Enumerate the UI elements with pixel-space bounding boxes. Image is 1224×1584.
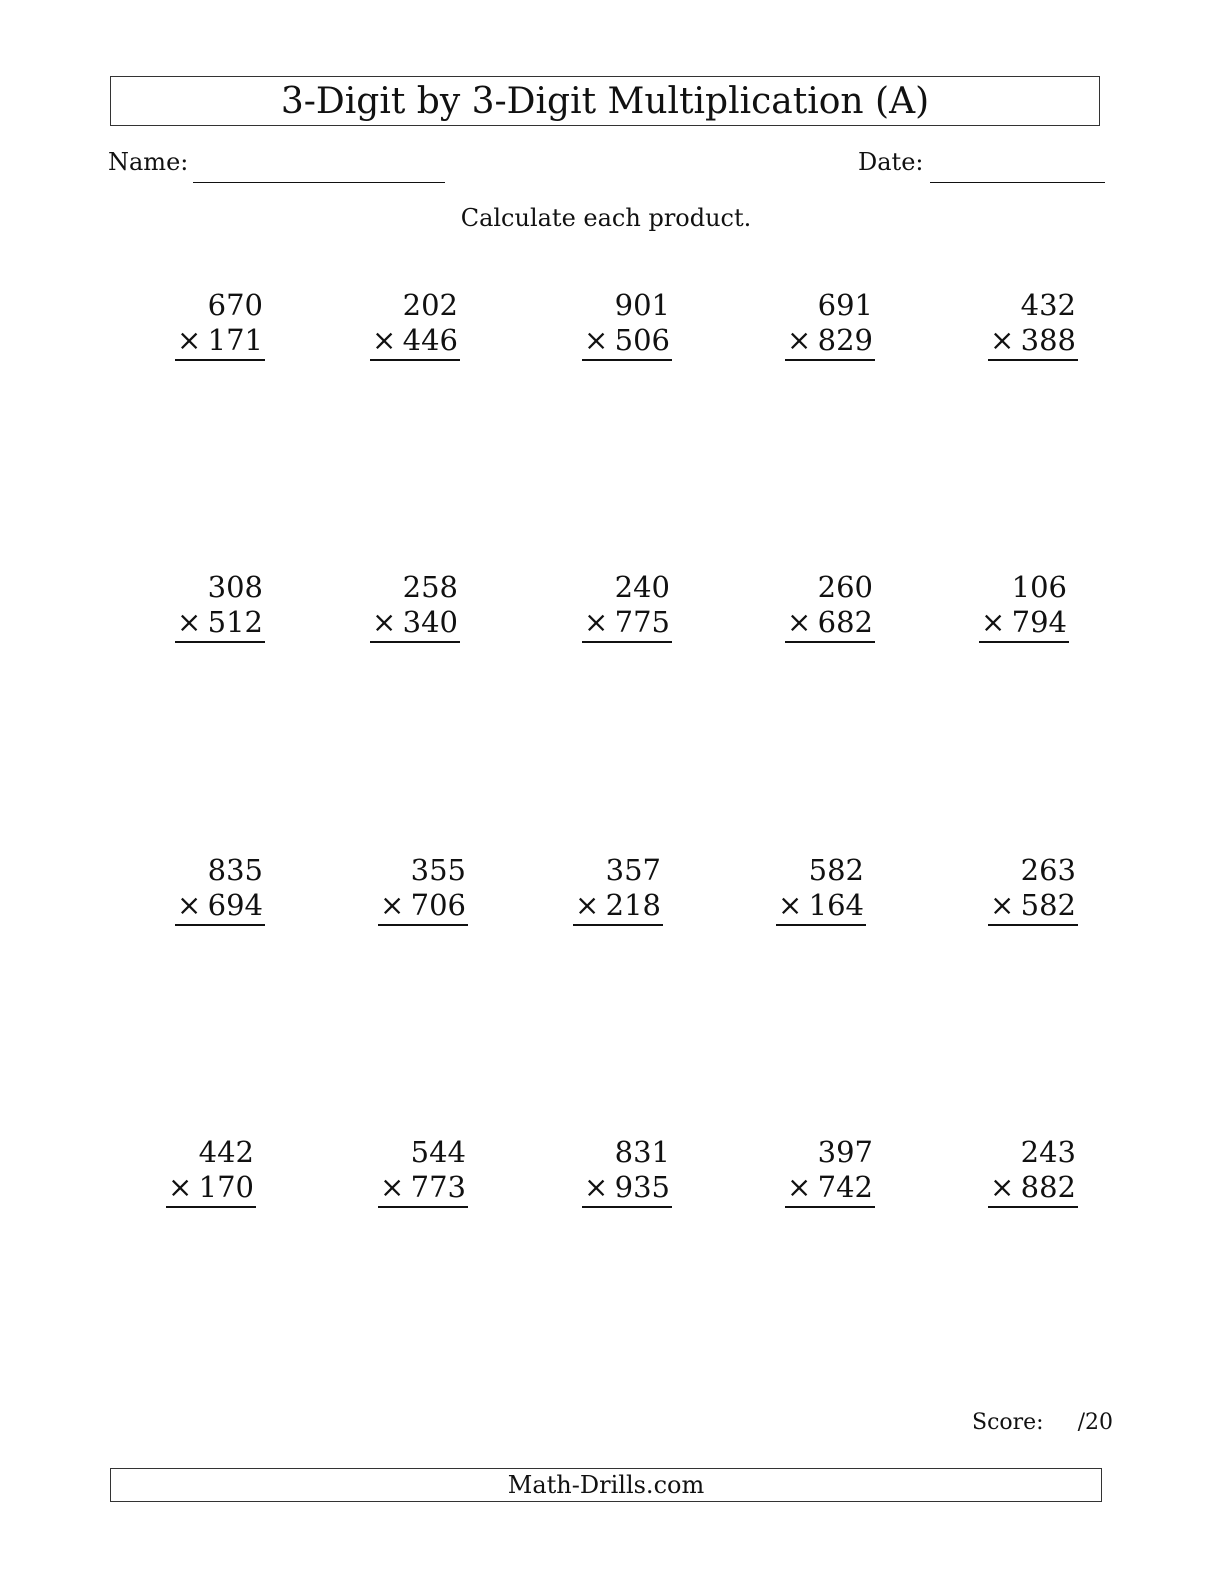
multiplier: 706 [410, 888, 466, 922]
multiplier: 388 [1020, 323, 1076, 357]
problem [582, 1135, 672, 1208]
multiplicand: 691 [817, 288, 873, 322]
multiplier: 829 [817, 323, 873, 357]
multiplier: 694 [207, 888, 263, 922]
multiplier: 218 [605, 888, 661, 922]
multiplier-row [988, 888, 1078, 926]
problem [175, 570, 265, 643]
times-icon: × [372, 605, 397, 639]
times-icon: × [380, 1170, 405, 1204]
multiplier-row [785, 1170, 875, 1208]
times-icon: × [177, 605, 202, 639]
problem [378, 853, 468, 926]
worksheet-title-text: 3-Digit by 3-Digit Multiplication (A) [280, 80, 930, 122]
multiplier-row [988, 1170, 1078, 1208]
multiplier: 773 [410, 1170, 466, 1204]
multiplicand: 432 [1020, 288, 1076, 322]
multiplier-row [979, 605, 1069, 643]
multiplier-row [175, 888, 265, 926]
multiplicand: 544 [410, 1135, 466, 1169]
problem [378, 1135, 468, 1208]
multiplicand: 308 [207, 570, 263, 604]
multiplier: 512 [207, 605, 263, 639]
multiplicand: 260 [817, 570, 873, 604]
problem [370, 570, 460, 643]
times-icon: × [787, 605, 812, 639]
times-icon: × [584, 605, 609, 639]
multiplier: 935 [614, 1170, 670, 1204]
multiplicand: 357 [605, 853, 661, 887]
times-icon: × [575, 888, 600, 922]
multiplicand: 202 [402, 288, 458, 322]
multiplier-row [378, 888, 468, 926]
times-icon: × [981, 605, 1006, 639]
multiplier-row [785, 605, 875, 643]
problem [988, 853, 1078, 926]
multiplicand: 670 [207, 288, 263, 322]
multiplicand: 582 [808, 853, 864, 887]
multiplicand: 258 [402, 570, 458, 604]
multiplicand: 263 [1020, 853, 1076, 887]
times-icon: × [584, 323, 609, 357]
multiplier: 171 [207, 323, 263, 357]
multiplicand: 397 [817, 1135, 873, 1169]
multiplier-row [988, 323, 1078, 361]
multiplier: 582 [1020, 888, 1076, 922]
multiplier-row [175, 605, 265, 643]
score-total: /20 [1077, 1410, 1113, 1435]
times-icon: × [584, 1170, 609, 1204]
name-label: Name: [108, 148, 189, 176]
times-icon: × [990, 888, 1015, 922]
problem [979, 570, 1069, 643]
score [972, 1410, 1113, 1435]
problem [785, 1135, 875, 1208]
multiplier-row [582, 323, 672, 361]
footer [110, 1468, 1102, 1502]
multiplier-row [166, 1170, 256, 1208]
multiplicand: 243 [1020, 1135, 1076, 1169]
multiplier: 742 [817, 1170, 873, 1204]
problem [785, 288, 875, 361]
problem [785, 570, 875, 643]
multiplier: 164 [808, 888, 864, 922]
times-icon: × [990, 323, 1015, 357]
multiplier-row [175, 323, 265, 361]
times-icon: × [177, 888, 202, 922]
times-icon: × [372, 323, 397, 357]
instructions: Calculate each product. [460, 204, 752, 232]
problem [582, 288, 672, 361]
problem [166, 1135, 256, 1208]
multiplier-row [370, 605, 460, 643]
multiplier: 170 [198, 1170, 254, 1204]
times-icon: × [177, 323, 202, 357]
multiplicand: 831 [614, 1135, 670, 1169]
times-icon: × [990, 1170, 1015, 1204]
multiplier: 446 [402, 323, 458, 357]
footer-site-name: Math-Drills.com [507, 1471, 705, 1499]
date-label: Date: [858, 148, 924, 176]
problem [988, 1135, 1078, 1208]
multiplier-row [582, 605, 672, 643]
times-icon: × [168, 1170, 193, 1204]
multiplicand: 106 [1011, 570, 1067, 604]
date-blank-line [930, 182, 1105, 183]
problem [175, 853, 265, 926]
problem [776, 853, 866, 926]
multiplier-row [776, 888, 866, 926]
multiplicand: 835 [207, 853, 263, 887]
times-icon: × [380, 888, 405, 922]
worksheet-title [110, 76, 1100, 126]
problem [988, 288, 1078, 361]
multiplier-row [573, 888, 663, 926]
multiplier-row [370, 323, 460, 361]
multiplicand: 442 [198, 1135, 254, 1169]
multiplicand: 355 [410, 853, 466, 887]
multiplier: 775 [614, 605, 670, 639]
multiplier: 794 [1011, 605, 1067, 639]
multiplier: 506 [614, 323, 670, 357]
times-icon: × [778, 888, 803, 922]
problem [370, 288, 460, 361]
multiplicand: 901 [614, 288, 670, 322]
score-label: Score: [972, 1410, 1044, 1435]
problem [175, 288, 265, 361]
times-icon: × [787, 1170, 812, 1204]
multiplicand: 240 [614, 570, 670, 604]
times-icon: × [787, 323, 812, 357]
multiplier: 882 [1020, 1170, 1076, 1204]
multiplier: 682 [817, 605, 873, 639]
multiplier: 340 [402, 605, 458, 639]
multiplier-row [378, 1170, 468, 1208]
multiplier-row [785, 323, 875, 361]
problem [582, 570, 672, 643]
multiplier-row [582, 1170, 672, 1208]
name-blank-line [193, 182, 445, 183]
problem [573, 853, 663, 926]
